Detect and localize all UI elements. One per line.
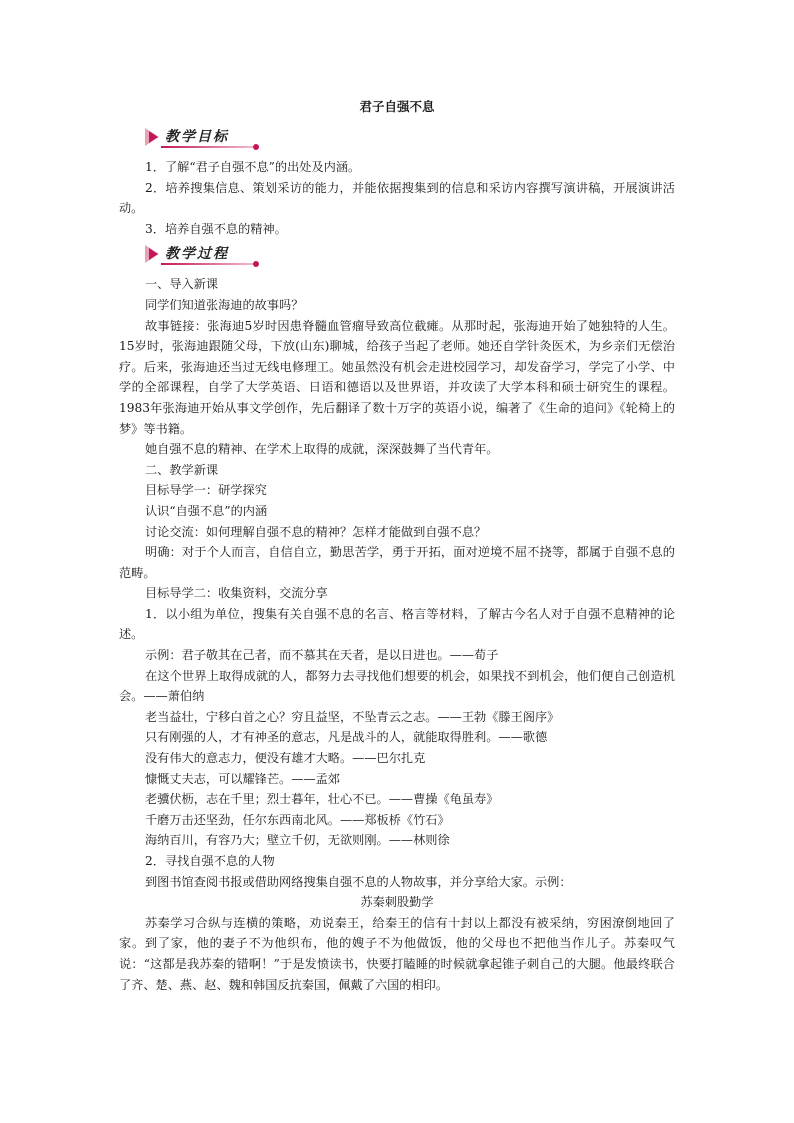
heading-dot-icon	[253, 261, 259, 267]
story-paragraph: 故事链接：张海迪5岁时因患脊髓血管瘤导致高位截瘫。从那时起，张海迪开始了她独特的人生。15岁时，张海迪跟随父母，下放(山东)聊城，给孩子当起了老师。她还自学针灸医术，为乡亲们无偿治疗。后来，张海迪还当过无线电修理工。她虽然没有机会走进校园学习，却发奋学习，学完了小学、中学的全部课程，自学了大学英语、日语和德语以及世界语，并攻读了大学本科和硕士研究生的课程。1983年张海迪开始从事文学创作，先后翻译了数十万字的英语小说，编著了《生命的追问》《轮椅上的梦》等书籍。	[119, 318, 675, 436]
quote-line: 海纳百川，有容乃大；壁立千仞，无欲则刚。——林则徐	[145, 833, 450, 848]
goal-subtitle: 目标导学二：收集资料，交流分享	[145, 586, 328, 601]
section-title: 一、导入新课	[145, 277, 219, 292]
quote-line: 示例：君子敬其在己者，而不慕其在天者，是以日进也。——荀子	[145, 648, 499, 663]
goal-item: 1．了解“君子自强不息”的出处及内涵。	[145, 160, 361, 174]
heading-triangle-inner-icon	[149, 131, 158, 143]
goals-heading	[145, 126, 675, 152]
goals-heading-label: 教学目标	[165, 129, 229, 145]
paragraph: 认识“自强不息”的内涵	[145, 503, 268, 518]
heading-dot-icon	[253, 144, 259, 150]
story-title: 苏秦刺股勤学	[360, 895, 434, 910]
quote-line: 在这个世界上取得成就的人，都努力去寻找他们想要的机会，如果找不到机会，他们便自己创造机会。——萧伯纳	[119, 668, 675, 704]
story-paragraph: 苏秦学习合纵与连横的策略，劝说秦王，给秦王的信有十封以上都没有被采纳，穷困潦倒地回了家。到了家，他的妻子不为他织布，他的嫂子不为他做饭，他的父母也不把他当作儿子。苏秦叹气说：“这都是我苏秦的错啊！”于是发愤读书，快要打瞌睡的时候就拿起锥子刺自己的大腿。他最终联合了齐、楚、燕、赵、魏和韩国反抗秦国，佩戴了六国的相印。	[119, 915, 675, 992]
section-title: 二、教学新课	[145, 462, 219, 477]
process-heading-label: 教学过程	[165, 246, 229, 263]
goal-item: 2．培养搜集信息、策划采访的能力，并能依据搜集到的信息和采访内容撰写演讲稿，开展演讲活动。	[119, 180, 675, 216]
paragraph: 明确：对于个人而言，自信自立，勤思苦学，勇于开拓，面对逆境不屈不挠等，都属于自强不息的范畴。	[119, 545, 675, 580]
paragraph: 到图书馆查阅书报或借助网络搜集自强不息的人物故事，并分享给大家。示例：	[145, 874, 572, 889]
document-page	[119, 96, 675, 995]
quote-line: 没有伟大的意志力，便没有雄才大略。——巴尔扎克	[145, 751, 426, 766]
quote-line: 千磨万击还坚劲，任尔东西南北风。——郑板桥《竹石》	[145, 812, 450, 827]
process-heading	[145, 243, 675, 269]
quote-line: 只有刚强的人，才有神圣的意志，凡是战斗的人，就能取得胜利。——歌德	[145, 730, 548, 745]
heading-underline	[161, 146, 257, 148]
heading-underline	[161, 263, 257, 265]
quote-line: 慷慨丈夫志，可以耀锋芒。——孟郊	[145, 771, 340, 786]
paragraph: 1．以小组为单位，搜集有关自强不息的名言、格言等材料，了解古今名人对于自强不息精神的论述。	[119, 606, 675, 642]
document-title: 君子自强不息	[359, 99, 435, 114]
paragraph: 她自强不息的精神、在学术上取得的成就，深深鼓舞了当代青年。	[145, 442, 499, 457]
goal-subtitle: 目标导学一：研学探究	[145, 483, 267, 498]
quote-line: 老当益壮，宁移白首之心？穷且益坚，不坠青云之志。——王勃《滕王阁序》	[145, 709, 560, 724]
quote-line: 老骥伏枥，志在千里；烈士暮年，壮心不已。——曹操《龟虽寿》	[145, 792, 499, 807]
paragraph: 2．寻找自强不息的人物	[145, 854, 275, 868]
goal-item: 3．培养自强不息的精神。	[145, 221, 287, 236]
heading-triangle-inner-icon	[149, 248, 158, 260]
paragraph: 同学们知道张海迪的故事吗？	[145, 297, 304, 312]
paragraph: 讨论交流：如何理解自强不息的精神？怎样才能做到自强不息？	[145, 524, 487, 539]
